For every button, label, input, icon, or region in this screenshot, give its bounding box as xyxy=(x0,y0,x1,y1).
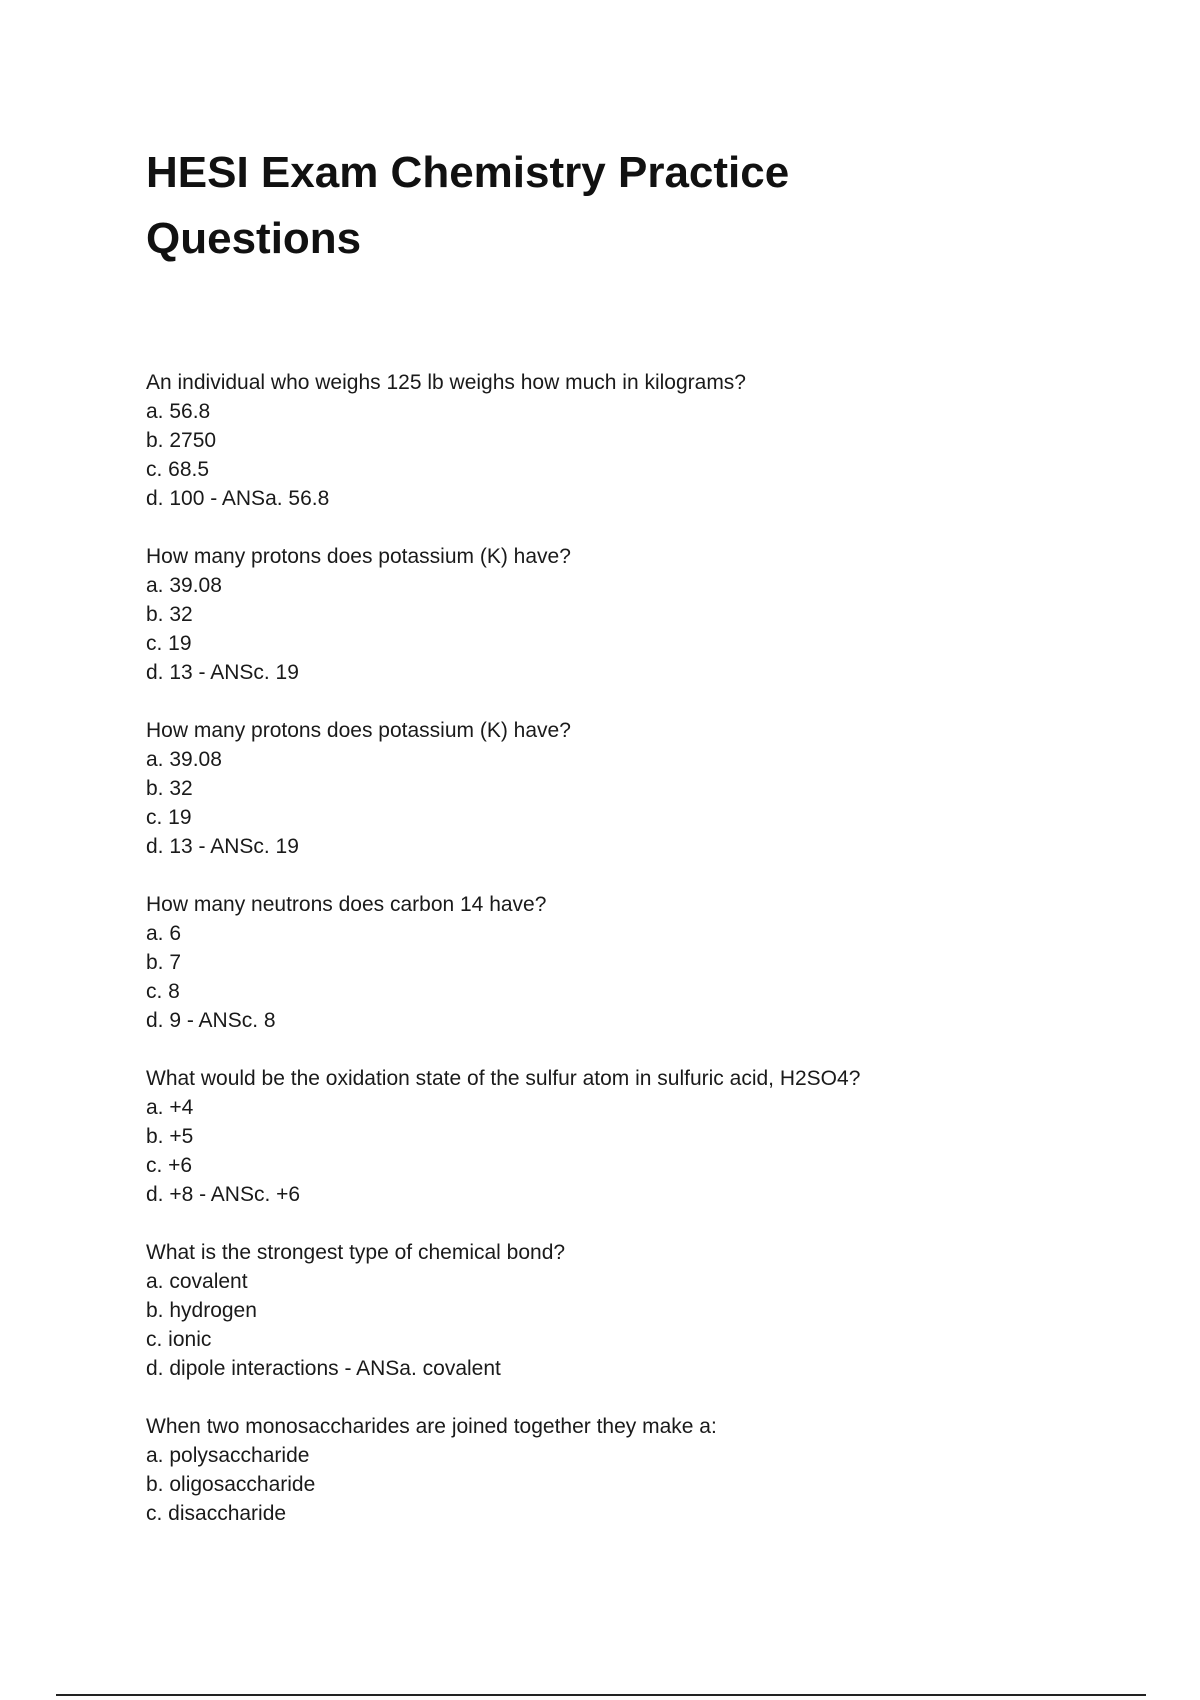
answer-option: a. covalent xyxy=(146,1270,248,1293)
answer-option: c. 8 xyxy=(146,980,180,1003)
answer-option: a. polysaccharide xyxy=(146,1444,310,1467)
answer-option: d. 13 - ANSc. 19 xyxy=(146,835,299,858)
answer-option: d. 100 - ANSa. 56.8 xyxy=(146,487,330,510)
answer-option: d. 9 - ANSc. 8 xyxy=(146,1009,276,1032)
answer-option: b. +5 xyxy=(146,1125,194,1148)
answer-option: a. 56.8 xyxy=(146,400,211,423)
question-text: What would be the oxidation state of the sulfur atom in sulfuric acid, H2SO4? xyxy=(146,1067,861,1090)
question-3 xyxy=(146,716,1106,861)
question-text: When two monosaccharides are joined together they make a: xyxy=(146,1415,717,1438)
document-title: HESI Exam Chemistry Practice Questions xyxy=(146,148,790,263)
answer-option: b. 32 xyxy=(146,777,193,800)
question-4 xyxy=(146,890,1106,1035)
answer-option: a. 6 xyxy=(146,922,182,945)
answer-option: c. 68.5 xyxy=(146,458,210,481)
answer-option: b. oligosaccharide xyxy=(146,1473,316,1496)
question-6 xyxy=(146,1238,1106,1383)
question-text: What is the strongest type of chemical bond? xyxy=(146,1241,566,1264)
question-2 xyxy=(146,542,1106,687)
question-text: How many protons does potassium (K) have? xyxy=(146,545,571,568)
answer-option: c. ionic xyxy=(146,1328,212,1351)
answer-option: c. disaccharide xyxy=(146,1502,287,1525)
answer-option: b. 2750 xyxy=(146,429,217,452)
answer-option: d. +8 - ANSc. +6 xyxy=(146,1183,301,1206)
question-list xyxy=(146,368,1106,1557)
answer-option: b. 7 xyxy=(146,951,182,974)
answer-option: c. 19 xyxy=(146,632,192,655)
answer-option: d. 13 - ANSc. 19 xyxy=(146,661,299,684)
answer-option: a. 39.08 xyxy=(146,748,222,771)
question-7 xyxy=(146,1412,1106,1528)
question-1 xyxy=(146,368,1106,513)
answer-option: b. hydrogen xyxy=(146,1299,257,1322)
answer-option: b. 32 xyxy=(146,603,193,626)
question-text: How many neutrons does carbon 14 have? xyxy=(146,893,547,916)
answer-option: c. 19 xyxy=(146,806,192,829)
footer-divider xyxy=(56,1694,1146,1696)
question-5 xyxy=(146,1064,1106,1209)
question-text: An individual who weighs 125 lb weighs how much in kilograms? xyxy=(146,371,746,394)
answer-option: d. dipole interactions - ANSa. covalent xyxy=(146,1357,501,1380)
answer-option: a. +4 xyxy=(146,1096,194,1119)
answer-option: a. 39.08 xyxy=(146,574,222,597)
answer-option: c. +6 xyxy=(146,1154,193,1177)
question-text: How many protons does potassium (K) have? xyxy=(146,719,571,742)
